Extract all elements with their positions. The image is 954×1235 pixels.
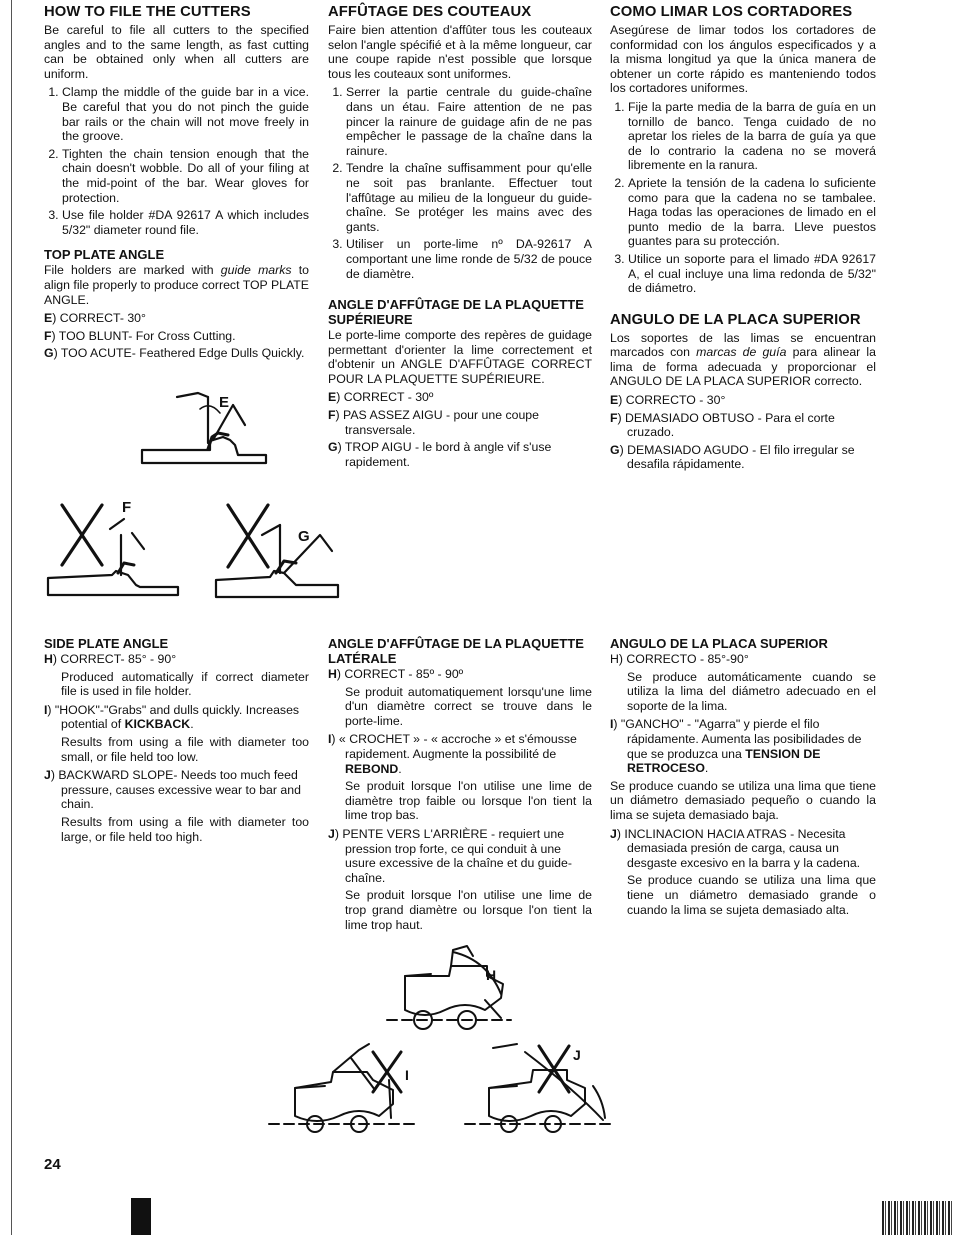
french-intro: Faire bien attention d'affûter tous les couteaux selon l'angle spécifié et à la même longueur, car une coupe rapide n'est possible que lorsque tous les couteaux sont uniformes. xyxy=(328,23,592,81)
english-intro: Be careful to file all cutters to the specified angles and to the same length, as fast cutting can be obtained only when all cutters are uniform. xyxy=(44,23,309,81)
french-side-j: J) PENTE VERS L'ARRIÈRE - requiert une pression trop forte, ce qui conduit à une usure excessive de la chaîne et du guide-chaîne. xyxy=(328,826,572,885)
figure-label-g: G xyxy=(298,528,310,545)
figure-label-j: J xyxy=(573,1047,581,1063)
french-top-g: G) TROP AIGU - le bord à angle vif s'use rapidement. xyxy=(328,440,552,469)
french-filing-section xyxy=(328,4,592,472)
spanish-side-j: J) INCLINACION HACIA ATRAS - Necesita demasiada presión de carga, causa un desgaste excesivo en la barra y la cadena. xyxy=(610,826,861,870)
english-top-plate-heading: TOP PLATE ANGLE xyxy=(44,247,165,263)
english-top-e: E) CORRECT- 30° xyxy=(44,311,146,326)
french-side-h-desc: Se produit automatiquement lorsqu'une lime d'un diamètre correct se trouve dans le porte-lime. xyxy=(345,684,592,728)
french-side-i: I) « CROCHET » - « accroche » et s'émousse rapidement. Augmente la possibilité de REBOND. xyxy=(328,732,577,776)
english-top-g: G) TOO ACUTE- Feathered Edge Dulls Quickly. xyxy=(44,346,305,361)
english-side-plate-heading: SIDE PLATE ANGLE xyxy=(44,636,169,651)
english-top-f: F) TOO BLUNT- For Cross Cutting. xyxy=(44,328,236,343)
english-steps xyxy=(44,85,309,237)
english-side-i: I) "HOOK"-"Grabs" and dulls quickly. Increases potential of KICKBACK. xyxy=(44,702,300,732)
english-step: 3. Use file holder #DA 92617 A which includes 5/32" diameter round file. xyxy=(62,208,309,237)
english-side-h: H) CORRECT- 85° - 90° xyxy=(44,652,177,666)
spanish-side-i-desc: Se produce cuando se utiliza una lima que tiene un diámetro demasiado pequeño o cuando la lima se sujeta demasiado baja. xyxy=(610,778,876,822)
spanish-title: COMO LIMAR LOS CORTADORES xyxy=(610,4,853,20)
spanish-filing-section xyxy=(610,4,876,475)
spanish-top-g: G) DEMASIADO AGUDO - El filo irregular se desafila rápidamente. xyxy=(610,442,855,472)
english-step: 2. Tighten the chain tension enough that the chain doesn't wobble. Do all of your filing at the mid-point of the bar. Wear gloves for protection. xyxy=(62,147,309,205)
figure-label-i: I xyxy=(405,1067,409,1083)
side-plate-hook-figure xyxy=(269,1044,415,1132)
english-side-plate-section xyxy=(44,636,309,848)
cutter-too-blunt-figure xyxy=(48,505,178,595)
french-top-f: F) PAS ASSEZ AIGU - pour une coupe transversale. xyxy=(328,408,539,437)
english-step: 1. Clamp the middle of the guide bar in a vice. Be careful that you do not pinch the guide bar rails or the chain will not move freely in the groove. xyxy=(62,85,309,143)
french-top-plate-heading: ANGLE D'AFFÛTAGE DE LA PLAQUETTE SUPÉRIEURE xyxy=(328,297,584,328)
french-title: AFFÛTAGE DES COUTEAUX xyxy=(328,4,532,20)
spanish-intro: Asegúrese de limar todos los cortadores de conformidad con los ángulos especificados y a la misma longitud ya que la única manera de obtener un corte rápido es manteniendo todos los cortadores uniformes. xyxy=(610,23,876,96)
spanish-side-plate-heading: ANGULO DE LA PLACA SUPERIOR xyxy=(610,636,828,651)
figure-label-e: E xyxy=(219,394,230,411)
english-side-j: J) BACKWARD SLOPE- Needs too much feed pressure, causes excessive wear to bar and chain. xyxy=(44,768,301,812)
spanish-step: 2. Apriete la tensión de la cadena lo suficiente como para que la cadena no se tambalee. Haga todas las operaciones de limado en el punto medio de la barra. Lleve puestos guantes para su protección. xyxy=(628,176,876,249)
french-side-h: H) CORRECT - 85º - 90º xyxy=(328,667,464,681)
spanish-side-h: H) CORRECTO - 85°-90° xyxy=(610,652,749,666)
side-plate-angle-diagrams xyxy=(255,940,635,1135)
spanish-side-plate-section xyxy=(610,636,876,921)
side-plate-correct-figure xyxy=(387,946,511,1029)
spanish-side-h-desc: Se produce automáticamente cuando se utiliza la lima del diámetro adecuado en el soporte de la lima. xyxy=(627,669,876,713)
french-step: 3. Utiliser un porte-lime nº DA-92617 A comportant une lime ronde de 5/32 de pouce de diamètre. xyxy=(346,237,592,281)
spanish-step: 1. Fije la parte media de la barra de guía en un tornillo de banco. Tenga cuidado de no apretar los rieles de la barra de guía ya que de lo contrario la cadena no se moverá libremente en la ranura. xyxy=(628,100,876,173)
spanish-side-j-desc: Se produce cuando se utiliza una lima que tiene un diámetro demasiado grande o cuando la lima se sujeta demasiado alta. xyxy=(627,873,876,917)
english-side-i-desc: Results from using a file with diameter too small, or file held too low. xyxy=(61,734,309,764)
registration-mark xyxy=(131,1198,151,1235)
figure-label-f: F xyxy=(122,499,132,516)
spanish-top-plate-text: Los soportes de las limas se encuentran marcados con marcas de guía para alinear la lima de forma adecuada y proporcionar el ANGULO DE LA PLACA SUPERIOR correcto. xyxy=(610,330,876,389)
page-number: 24 xyxy=(44,1156,61,1173)
figure-label-h: H xyxy=(486,967,497,983)
french-side-j-desc: Se produit lorsque l'on utilise une lime de trop grand diamètre ou lorsque l'on tient la lime trop haut. xyxy=(345,888,592,932)
english-side-j-desc: Results from using a file with diameter too large, or file held too high. xyxy=(61,814,309,844)
english-title: HOW TO FILE THE CUTTERS xyxy=(44,4,251,20)
french-step: 2. Tendre la chaîne suffisamment pour qu'elle ne soit pas branlante. Effectuer tout l'affûtage au milieu de la longueur du guide-chaîne. Se protéger les mains avec des gants. xyxy=(346,161,592,234)
french-step: 1. Serrer la partie centrale du guide-chaîne dans un étau. Faire attention de ne pas pincer la rainure de guidage afin de ne pas empêcher le passage de la chaîne dans la rainure. xyxy=(346,85,592,158)
cutter-too-acute-figure xyxy=(216,505,338,597)
spanish-steps xyxy=(610,100,876,296)
top-plate-angle-diagrams xyxy=(40,385,360,605)
cutter-correct-30-figure xyxy=(142,393,266,463)
french-side-i-desc: Se produit lorsque l'on utilise une lime de diamètre trop faible ou lorsque l'on tient la lime trop bas. xyxy=(345,779,592,823)
edge-barcode xyxy=(882,1201,954,1235)
french-side-plate-heading: ANGLE D'AFFÛTAGE DE LA PLAQUETTE LATÉRALE xyxy=(328,636,584,666)
page-edge-line xyxy=(11,0,12,1235)
spanish-step: 3. Utilice un soporte para el limado #DA 92617 A, el cual incluye una lima redonda de 5/32" de diámetro. xyxy=(628,252,876,296)
spanish-top-e: E) CORRECTO - 30° xyxy=(610,393,726,408)
spanish-top-f: F) DEMASIADO OBTUSO - Para el corte cruzado. xyxy=(610,410,835,440)
english-top-plate-text: File holders are marked with guide marks to align file properly to produce correct TOP PLATE ANGLE. xyxy=(44,263,309,307)
french-side-plate-section xyxy=(328,636,592,936)
side-plate-backward-slope-figure xyxy=(465,1044,613,1132)
french-top-e: E) CORRECT - 30º xyxy=(328,390,434,405)
english-side-h-desc: Produced automatically if correct diameter file is used in file holder. xyxy=(61,669,309,699)
spanish-top-plate-heading: ANGULO DE LA PLACA SUPERIOR xyxy=(610,311,861,328)
english-filing-section xyxy=(44,4,309,364)
spanish-side-i: I) "GANCHO" - "Agarra" y pierde el filo rápidamente. Aumenta las posibilidades de que se produzca una TENSION DE RETROCESO. xyxy=(610,717,862,776)
french-top-plate-text: Le porte-lime comporte des repères de guidage permettant d'orienter la lime correctement et d'obtenir un ANGLE D'AFFÛTAGE CORRECT POUR LA PLAQUETTE SUPÉRIEURE. xyxy=(328,328,592,386)
french-steps xyxy=(328,85,592,281)
